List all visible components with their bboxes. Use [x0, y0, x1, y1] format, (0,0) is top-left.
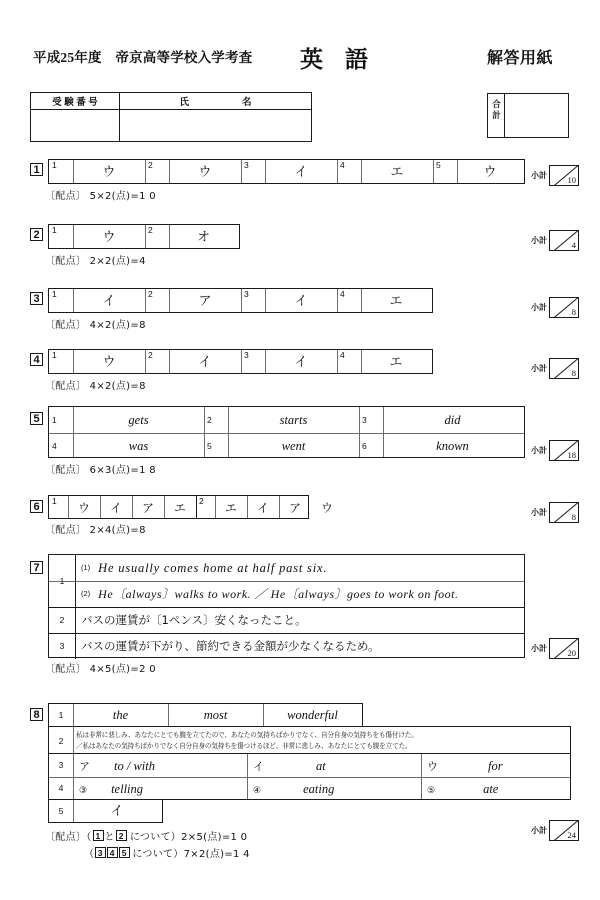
question-number-6: 6	[30, 500, 43, 513]
ref-box-5: 5	[119, 847, 130, 858]
subtotal-max: 20	[567, 648, 576, 658]
score-note-8-line1	[45, 828, 247, 843]
exam-number-field[interactable]	[31, 110, 119, 142]
answer-table-8-row2	[48, 726, 571, 754]
answer-cell[interactable]: did	[444, 413, 461, 427]
item-number: 4	[52, 441, 57, 451]
choice-marker: イ	[253, 760, 264, 773]
choice-marker: ④	[253, 786, 262, 796]
subtotal-8	[531, 820, 579, 841]
answer-cell[interactable]: エ	[389, 355, 403, 370]
question-number-4: 4	[30, 353, 43, 366]
answer-cell[interactable]: ウ	[102, 230, 116, 245]
answer-cell[interactable]: バスの運賃が下がり、節約できる金額が少なくなるため。	[81, 639, 380, 653]
answer-cell[interactable]: イ	[109, 501, 122, 515]
answer-cell[interactable]: ウ	[198, 165, 212, 180]
answer-table-7	[48, 554, 525, 658]
ref-box-4: 4	[107, 847, 118, 858]
score-note-suffix: について）2×5(点)=1 0	[129, 832, 248, 843]
score-note-6: 〔配点〕 2×4(点)=8	[45, 525, 146, 536]
answer-cell[interactable]: ウ	[77, 501, 90, 515]
item-number: 5	[436, 160, 441, 170]
answer-table-2	[48, 224, 240, 249]
answer-cell[interactable]	[253, 754, 418, 777]
subtotal-max: 8	[571, 307, 576, 317]
item-number: 2	[148, 350, 153, 360]
item-number: 1	[52, 225, 57, 235]
score-note-4: 〔配点〕 4×2(点)=8	[45, 381, 146, 392]
item-number: 2	[148, 225, 153, 235]
item-number: 2	[199, 496, 204, 506]
answer-table-3	[48, 288, 433, 313]
subtotal-score-box[interactable]	[549, 638, 579, 659]
subtotal-score-box[interactable]	[549, 297, 579, 318]
subtotal-3	[531, 297, 579, 318]
answer-cell[interactable]	[427, 754, 592, 777]
answer-cell[interactable]	[76, 730, 568, 751]
score-note-mid: と	[104, 832, 115, 843]
ref-box-2: 2	[116, 830, 127, 841]
subtotal-max: 10	[567, 175, 576, 185]
item-number: 4	[340, 289, 345, 299]
item-number: 4	[340, 160, 345, 170]
answer-table-5	[48, 406, 525, 458]
item-number: 6	[362, 441, 367, 451]
answer-text: ate	[483, 782, 499, 796]
item-number: 4	[340, 350, 345, 360]
question-number-1: 1	[30, 163, 43, 176]
item-number: 1	[59, 576, 65, 586]
subtotal-4	[531, 358, 579, 379]
answer-cell[interactable]: most	[203, 708, 228, 722]
answer-cell[interactable]	[79, 754, 244, 777]
answer-cell[interactable]: イ	[294, 355, 308, 370]
item-number: 5	[58, 806, 64, 816]
exam-number-label: 受験番号	[52, 98, 101, 108]
score-note-suffix: について）7×2(点)=1 4	[132, 849, 250, 860]
name-label	[119, 94, 313, 108]
item-number: 2	[58, 736, 64, 746]
sub-item-marker: (1)	[81, 563, 91, 572]
subtotal-label: 小計	[531, 508, 547, 517]
ref-box-3: 3	[95, 847, 106, 858]
score-note-2: 〔配点〕 2×2(点)=4	[45, 256, 146, 267]
item-number: 4	[58, 783, 64, 793]
item-number: 2	[59, 615, 65, 625]
header-sheet-type: 解答用紙	[487, 50, 554, 67]
answer-text: at	[316, 759, 326, 773]
item-number: 1	[52, 350, 57, 360]
answer-cell[interactable]	[427, 777, 592, 800]
answer-cell[interactable]: went	[281, 439, 306, 453]
subtotal-2	[531, 230, 579, 251]
answer-cell[interactable]: イ	[256, 501, 269, 515]
answer-cell[interactable]: エ	[224, 501, 237, 515]
subtotal-label: 小計	[531, 446, 547, 455]
answer-table-6	[48, 495, 333, 519]
answer-table-8-row1	[48, 703, 363, 726]
subtotal-6	[531, 502, 579, 523]
score-note-prefix: （	[84, 849, 95, 860]
answer-text-line2: ／私はあなたの気持ちばかりでなく自分自身の気持ちを傷つけるほど、非常に悲しみ、あなたにとても腹を立てた。	[76, 741, 412, 750]
answer-table-8-row5	[48, 800, 163, 823]
question-number-2: 2	[30, 228, 43, 241]
subtotal-label: 小計	[531, 644, 547, 653]
item-number: 2	[148, 289, 153, 299]
total-label: 合 計	[492, 99, 501, 120]
score-note-1: 〔配点〕 5×2(点)=1 0	[45, 191, 156, 202]
answer-cell[interactable]: ア	[288, 501, 301, 515]
subtotal-score-box[interactable]	[549, 165, 579, 186]
name-field[interactable]	[120, 110, 312, 142]
answer-cell[interactable]	[81, 581, 523, 607]
answer-text: for	[488, 759, 503, 773]
score-note-5: 〔配点〕 6×3(点)=1 8	[45, 465, 156, 476]
subtotal-7	[531, 638, 579, 659]
item-number: 3	[362, 415, 367, 425]
question-number-8: 8	[30, 708, 43, 721]
answer-cell[interactable]: バスの運賃が〔1ペンス〕安くなったこと。	[81, 613, 307, 627]
answer-cell[interactable]: オ	[196, 230, 210, 245]
item-number: 1	[52, 496, 57, 506]
subtotal-score-box[interactable]	[549, 820, 579, 841]
item-number: 3	[59, 641, 65, 651]
item-number: 1	[58, 710, 64, 720]
item-number: 3	[58, 760, 64, 770]
answer-cell[interactable]	[253, 777, 418, 800]
item-number: 3	[244, 289, 249, 299]
score-note-prefix: 〔配点〕（	[45, 832, 92, 843]
answer-text: eating	[303, 782, 335, 796]
answer-text: telling	[111, 782, 144, 796]
examinee-info-box	[30, 92, 312, 142]
item-number: 3	[244, 160, 249, 170]
answer-cell[interactable]: the	[112, 708, 129, 722]
answer-cell[interactable]: gets	[128, 413, 149, 427]
question-number-5: 5	[30, 412, 43, 425]
total-score-box	[487, 93, 569, 138]
subtotal-label: 小計	[531, 364, 547, 373]
sheet-header	[0, 46, 600, 76]
subtotal-score-box[interactable]	[549, 230, 579, 251]
header-subject: 英語	[300, 47, 390, 72]
answer-cell[interactable]: ア	[198, 294, 212, 309]
score-note-7: 〔配点〕 4×5(点)=2 0	[45, 664, 156, 675]
total-score-field[interactable]	[505, 94, 568, 137]
answer-table-8-rows34	[48, 754, 571, 800]
subtotal-1	[531, 165, 579, 186]
ref-box-1: 1	[93, 830, 104, 841]
subtotal-score-box[interactable]	[549, 502, 579, 523]
choice-marker: ⑤	[427, 786, 436, 796]
answer-cell[interactable]: イ	[110, 804, 124, 819]
question-number-3: 3	[30, 292, 43, 305]
header-exam-title: 平成25年度 帝京高等学校入学考査	[33, 50, 253, 65]
answer-text-line1: 私は非常に悲しみ、あなたにとても腹を立てたので、あなたの気持ちばかりでなく、自分自身の気持ちをも傷付けた。	[76, 731, 418, 739]
subtotal-label: 小計	[531, 826, 547, 835]
choice-marker: ア	[79, 760, 90, 773]
answer-cell[interactable]: イ	[294, 294, 308, 309]
subtotal-max: 24	[567, 830, 576, 840]
item-number: 1	[52, 415, 57, 425]
answer-cell[interactable]: wonderful	[287, 708, 338, 722]
name-label-part2: 名	[242, 98, 253, 108]
answer-cell[interactable]: エ	[389, 294, 403, 309]
answer-cell[interactable]	[79, 777, 244, 800]
subtotal-label: 小計	[531, 303, 547, 312]
subtotal-label: 小計	[531, 171, 547, 180]
sub-item-marker: (2)	[81, 589, 91, 598]
answer-cell[interactable]: ウ	[102, 355, 116, 370]
answer-table-4	[48, 349, 433, 374]
answer-cell[interactable]: ウ	[102, 165, 116, 180]
subtotal-score-box[interactable]	[549, 440, 579, 461]
answer-cell[interactable]: was	[128, 439, 149, 453]
answer-text: to / with	[114, 759, 155, 773]
answer-cell[interactable]: エ	[173, 501, 186, 515]
subtotal-max: 8	[571, 512, 576, 522]
answer-cell[interactable]: known	[436, 439, 469, 453]
answer-cell[interactable]: ウ	[483, 165, 497, 180]
subtotal-label: 小計	[531, 236, 547, 245]
subtotal-max: 18	[567, 450, 576, 460]
answer-text: He usually comes home at half past six.	[98, 561, 328, 575]
answer-cell[interactable]: ウ	[320, 501, 333, 515]
answer-table-1	[48, 159, 525, 184]
item-number: 2	[207, 415, 212, 425]
answer-cell[interactable]: ア	[141, 501, 154, 515]
item-number: 1	[52, 289, 57, 299]
item-number: 5	[207, 441, 212, 451]
answer-cell[interactable]: イ	[198, 355, 212, 370]
item-number: 2	[148, 160, 153, 170]
answer-text: He〔always〕walks to work. ／ He〔always〕goes to work on foot.	[98, 587, 459, 601]
subtotal-score-box[interactable]	[549, 358, 579, 379]
score-note-8-line2	[84, 845, 250, 860]
subtotal-max: 8	[571, 368, 576, 378]
answer-cell[interactable]	[81, 555, 521, 581]
answer-cell[interactable]: イ	[294, 165, 308, 180]
choice-marker: ウ	[427, 760, 438, 773]
name-label-part1: 氏	[179, 98, 190, 108]
answer-cell[interactable]: イ	[102, 294, 116, 309]
item-number: 3	[244, 350, 249, 360]
answer-cell[interactable]: starts	[279, 413, 308, 427]
subtotal-max: 4	[571, 240, 576, 250]
choice-marker: ③	[79, 786, 88, 796]
item-number: 1	[52, 160, 57, 170]
question-number-7: 7	[30, 561, 43, 574]
score-note-3: 〔配点〕 4×2(点)=8	[45, 320, 146, 331]
subtotal-5	[531, 440, 579, 461]
answer-cell[interactable]: エ	[390, 165, 404, 180]
